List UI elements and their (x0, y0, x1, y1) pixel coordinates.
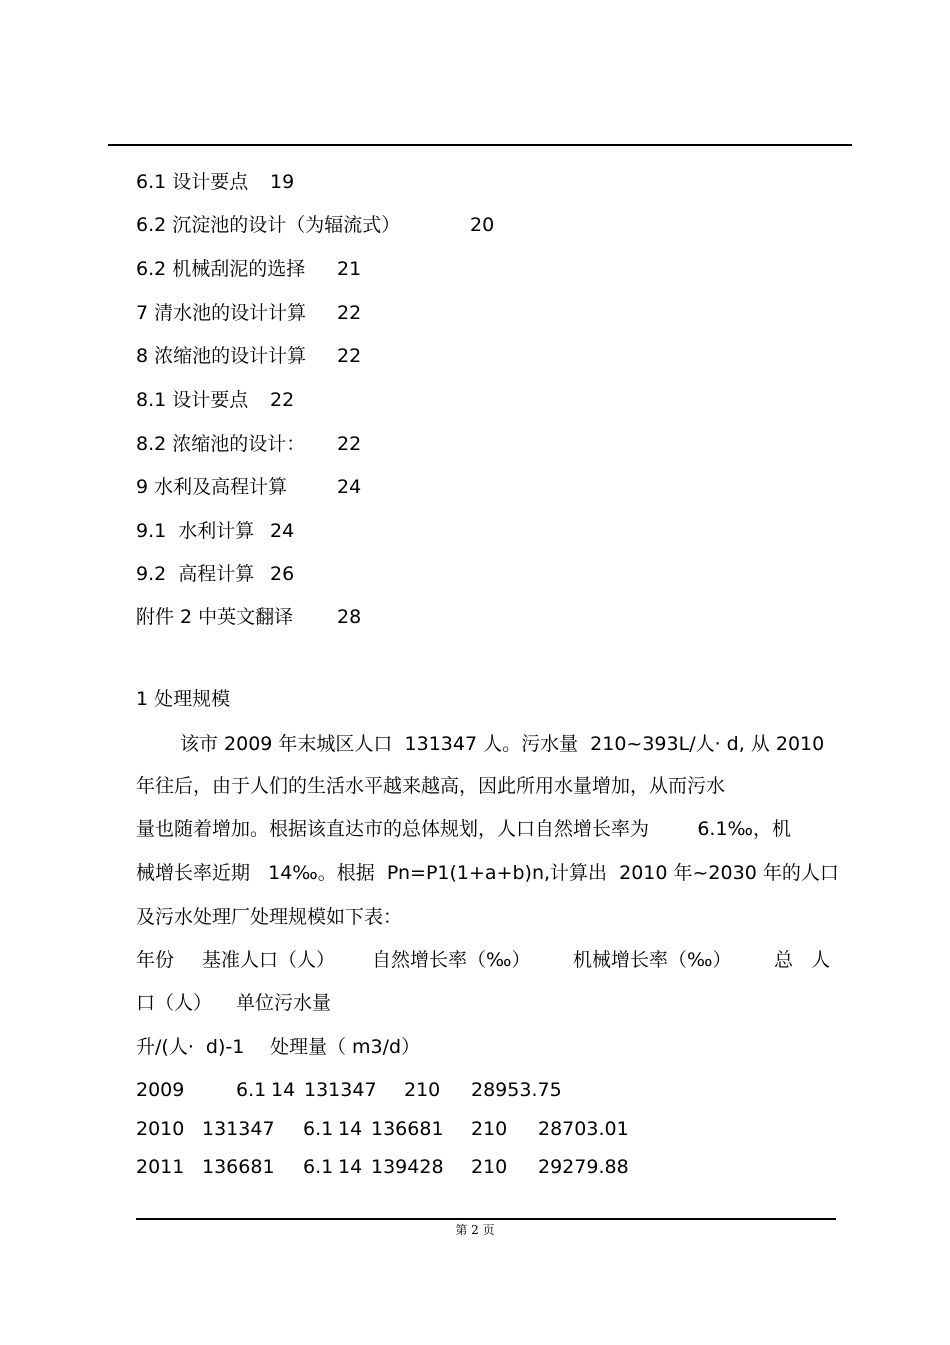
toc-entry-text: 8 浓缩池的设计计算 (136, 345, 307, 367)
cell-total-population: 131347 (304, 1079, 377, 1101)
cell-mechanical-growth: 14 (271, 1079, 296, 1101)
header-base-population: 基准人口（人） (202, 949, 336, 971)
cell-base-population: 136681 (202, 1156, 275, 1178)
cell-unit-sewage: 210 (471, 1156, 508, 1178)
toc-page-number: 22 (337, 433, 362, 455)
cell-natural-growth: 6.1 (303, 1118, 334, 1140)
cell-natural-growth: 6.1 (236, 1079, 267, 1101)
toc-line (136, 171, 295, 193)
top-rule (108, 144, 852, 146)
paragraph-line: 械增长率近期 14‰。根据 Pn=P1(1+a+b)n,计算出 2010 年~2030 年的人口 (136, 862, 839, 884)
toc-page-number: 22 (270, 389, 295, 411)
cell-base-population: 131347 (202, 1118, 275, 1140)
cell-year: 2011 (136, 1156, 185, 1178)
section-title: 1 处理规模 (136, 688, 231, 710)
toc-page-number: 20 (470, 214, 495, 236)
paragraph-line: 量也随着增加。根据该直达市的总体规划，人口自然增长率为 6.1‰，机 (136, 818, 792, 840)
footer-rule (136, 1218, 836, 1220)
cell-mechanical-growth: 14 (338, 1118, 363, 1140)
header-natural-growth: 自然增长率（‰） (372, 949, 531, 971)
cell-total-population: 136681 (371, 1118, 444, 1140)
header-treatment-capacity: 处理量（ m3/d） (270, 1036, 421, 1058)
toc-entry-text: 7 清水池的设计计算 (136, 302, 307, 324)
toc-line (136, 433, 362, 455)
cell-mechanical-growth: 14 (338, 1156, 363, 1178)
toc-page-number: 19 (270, 171, 295, 193)
toc-page-number: 26 (270, 563, 295, 585)
toc-line (136, 302, 362, 324)
toc-entry-text: 8.1 设计要点 (136, 389, 249, 411)
toc-page-number: 24 (270, 520, 295, 542)
cell-capacity: 28703.01 (538, 1118, 629, 1140)
header-year: 年份 (136, 949, 175, 971)
page-number-footer: 第 2 页 (455, 1223, 495, 1237)
header-mechanical-growth: 机械增长率（‰） (573, 949, 732, 971)
cell-total-population: 139428 (371, 1156, 444, 1178)
toc-entry-text: 9.2 高程计算 (136, 563, 255, 585)
toc-line (136, 520, 295, 542)
toc-entry-text: 附件 2 中英文翻译 (136, 606, 294, 628)
toc-line (136, 563, 295, 585)
toc-page-number: 28 (337, 606, 362, 628)
toc-line (136, 345, 362, 367)
toc-entry-text: 8.2 浓缩池的设计： (136, 433, 306, 455)
header-unit-sewage: 单位污水量 (236, 992, 332, 1014)
toc-page-number: 24 (337, 476, 362, 498)
cell-year: 2010 (136, 1118, 185, 1140)
toc-line (136, 389, 295, 411)
toc-page-number: 22 (337, 302, 362, 324)
toc-entry-text: 9 水利及高程计算 (136, 476, 288, 498)
toc-page-number: 21 (337, 258, 362, 280)
header-total-population-part1: 总 人 (774, 949, 831, 971)
toc-entry-text: 6.2 沉淀池的设计（为辐流式） (136, 214, 401, 236)
cell-unit-sewage: 210 (404, 1079, 441, 1101)
toc-line (136, 606, 362, 628)
toc-entry-text: 9.1 水利计算 (136, 520, 255, 542)
toc-line (136, 258, 362, 280)
cell-year: 2009 (136, 1079, 185, 1101)
paragraph-line: 该市 2009 年末城区人口 131347 人。污水量 210~393L/人· d, 从 2010 (180, 733, 825, 755)
cell-natural-growth: 6.1 (303, 1156, 334, 1178)
paragraph-line: 及污水处理厂处理规模如下表： (136, 906, 403, 928)
header-total-population-part2: 口（人） (136, 992, 213, 1014)
cell-capacity: 29279.88 (538, 1156, 629, 1178)
cell-capacity: 28953.75 (471, 1079, 562, 1101)
toc-entry-text: 6.1 设计要点 (136, 171, 249, 193)
header-unit: 升/(人· d)-1 (136, 1036, 245, 1058)
paragraph-line: 年往后，由于人们的生活水平越来越高，因此所用水量增加，从而污水 (136, 775, 726, 797)
toc-page-number: 22 (337, 345, 362, 367)
toc-line (136, 476, 362, 498)
toc-line (136, 214, 495, 236)
toc-entry-text: 6.2 机械刮泥的选择 (136, 258, 306, 280)
cell-unit-sewage: 210 (471, 1118, 508, 1140)
